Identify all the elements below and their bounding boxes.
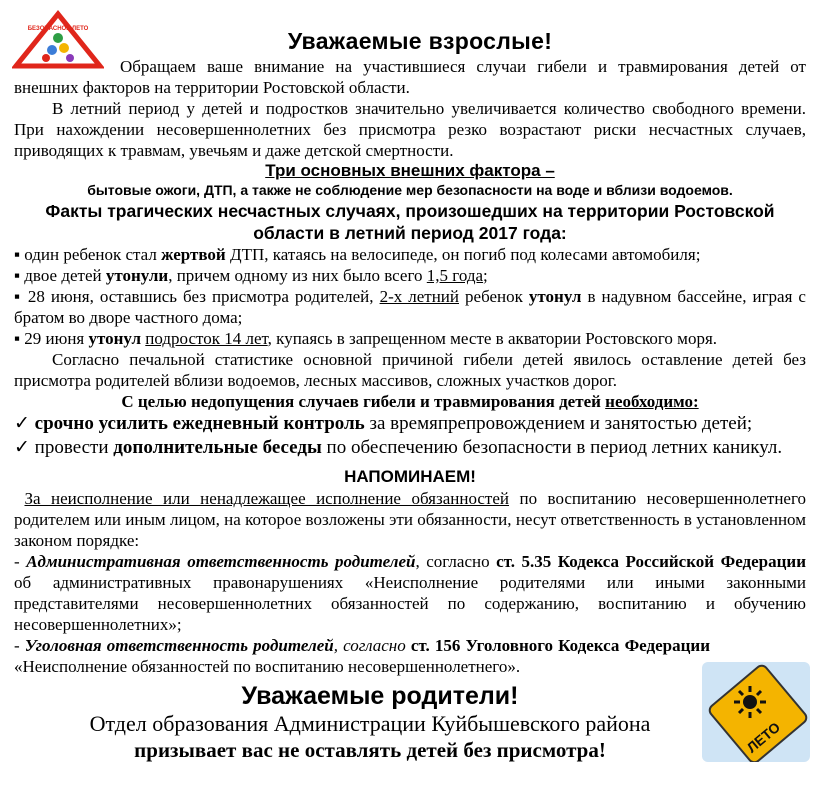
remind-emphasis: Административная ответственность родителей xyxy=(26,552,416,571)
checkmark-icon: ✓ xyxy=(14,413,30,434)
prevent-underline: необходимо: xyxy=(605,392,699,411)
department-name: Отдел образования Администрации Куйбышевского района xyxy=(89,711,651,736)
fact-item-1 xyxy=(14,244,806,265)
remind-article: ст. 156 Уголовного Кодекса xyxy=(410,636,620,655)
fact-emphasis: утонул xyxy=(528,287,582,306)
check-emphasis: срочно усилить ежедневный контроль xyxy=(29,413,365,434)
remind-emphasis: Уголовная ответственность родителей xyxy=(24,636,334,655)
check-item-2 xyxy=(14,436,806,460)
remind-text: , согласно xyxy=(333,636,411,655)
fact-text: ▪ один ребенок стал xyxy=(14,245,162,264)
check-text: по обеспечению безопасности в период летних каникул. xyxy=(321,437,783,458)
call-to-action: призывает вас не оставлять детей без присмотра! xyxy=(134,738,606,762)
remind-text: , согласно xyxy=(415,552,497,571)
stats-paragraph: Согласно печальной статистике основной причиной гибели детей явилось оставление детей без присмотра родителей вблизи водоемов, лесных массивов, сложных участков дорог. xyxy=(14,350,806,390)
fact-underline: 1,5 года xyxy=(426,266,484,285)
prevent-text: С целью недопущения случаев гибели и травмирования детей xyxy=(121,392,606,411)
remind-text: - xyxy=(14,636,25,655)
remind-paragraph-2 xyxy=(14,551,806,635)
fact-item-4 xyxy=(14,328,806,349)
logo-text: БЕЗОПАСНОЕ ЛЕТО xyxy=(27,26,89,32)
factors-title: Три основных внешних фактора – xyxy=(265,161,555,180)
facts-title: Факты трагических несчастных случаях, произошедших на территории Ростовской области в летний период 2017 года: xyxy=(45,201,775,243)
facts-list xyxy=(14,244,806,349)
document-body xyxy=(14,26,806,763)
remind-article: Федерации xyxy=(624,636,710,655)
check-emphasis: дополнительные беседы xyxy=(113,437,322,458)
intro-paragraph-1: Обращаем ваше внимание на участившиеся случаи гибели и травмирования детей от внешних факторов на территории Ростовской области. xyxy=(14,57,806,97)
fact-underline: подросток 14 лет xyxy=(145,329,268,348)
fact-text: ДТП, катаясь на велосипеде, он погиб под колесами автомобиля; xyxy=(225,245,701,264)
parents-title: Уважаемые родители! xyxy=(241,682,519,710)
check-text: провести xyxy=(29,437,114,458)
page-title: Уважаемые взрослые! xyxy=(287,28,553,54)
remind-text: по воспитанию несовершеннолетнего родителем или иным лицом, на которое возложены эти обязанности, несут ответственность в установленном законом порядке: xyxy=(14,489,807,550)
checkmark-icon: ✓ xyxy=(14,437,30,458)
fact-emphasis: жертвой xyxy=(161,245,226,264)
check-item-1 xyxy=(14,412,806,436)
fact-item-2 xyxy=(14,265,806,286)
remind-paragraph-1 xyxy=(14,488,806,551)
fact-text: ▪ двое детей xyxy=(14,266,106,285)
fact-text: , купаясь в запрещенном месте в акватории Ростовского моря. xyxy=(267,329,718,348)
fact-text: ; xyxy=(483,266,488,285)
remind-text: «Неисполнение обязанностей по воспитанию несовершеннолетнего». xyxy=(14,657,521,676)
check-text: за времяпрепровождением и занятостью детей; xyxy=(364,413,753,434)
fact-emphasis: утонул xyxy=(88,329,142,348)
prevent-title xyxy=(14,391,806,412)
remind-article: ст. 5.35 Кодекса Российской Федерации xyxy=(496,552,806,571)
fact-text: ребенок xyxy=(459,287,529,306)
sticker-text: ЛЕТО xyxy=(743,718,784,756)
factors-list: бытовые ожоги, ДТП, а также не соблюдение мер безопасности на воде и вблизи водоемов. xyxy=(87,182,733,198)
remind-text: об административных правонарушениях «Неисполнение родителями или иными законными представителями несовершеннолетних обязанностей по содержанию, воспитанию и обучению несовершеннолетних»; xyxy=(14,573,806,634)
remind-underline: За неисполнение или ненадлежащее исполнение обязанностей xyxy=(24,489,509,508)
remind-text: - xyxy=(14,552,27,571)
remind-paragraph-3 xyxy=(14,635,806,677)
fact-text: ▪ 28 июня, оставшись без присмотра родителей, xyxy=(14,287,380,306)
fact-text: в надувном бассейне, играя с братом во дворе частного дома; xyxy=(14,287,806,327)
intro-paragraph-2: В летний период у детей и подростков значительно увеличивается количество свободного времени. При нахождении несовершеннолетних без присмотра резко возрастают риски несчастных случаев, приводящих к травмам, увечьям и даже детской смертности. xyxy=(14,99,806,160)
fact-emphasis: утонули xyxy=(105,266,169,285)
remind-title: НАПОМИНАЕМ! xyxy=(344,467,476,486)
fact-text: ▪ 29 июня xyxy=(14,329,89,348)
fact-text: , причем одному из них было всего xyxy=(168,266,427,285)
fact-item-3 xyxy=(14,286,806,328)
fact-underline: 2-х летний xyxy=(379,287,459,306)
